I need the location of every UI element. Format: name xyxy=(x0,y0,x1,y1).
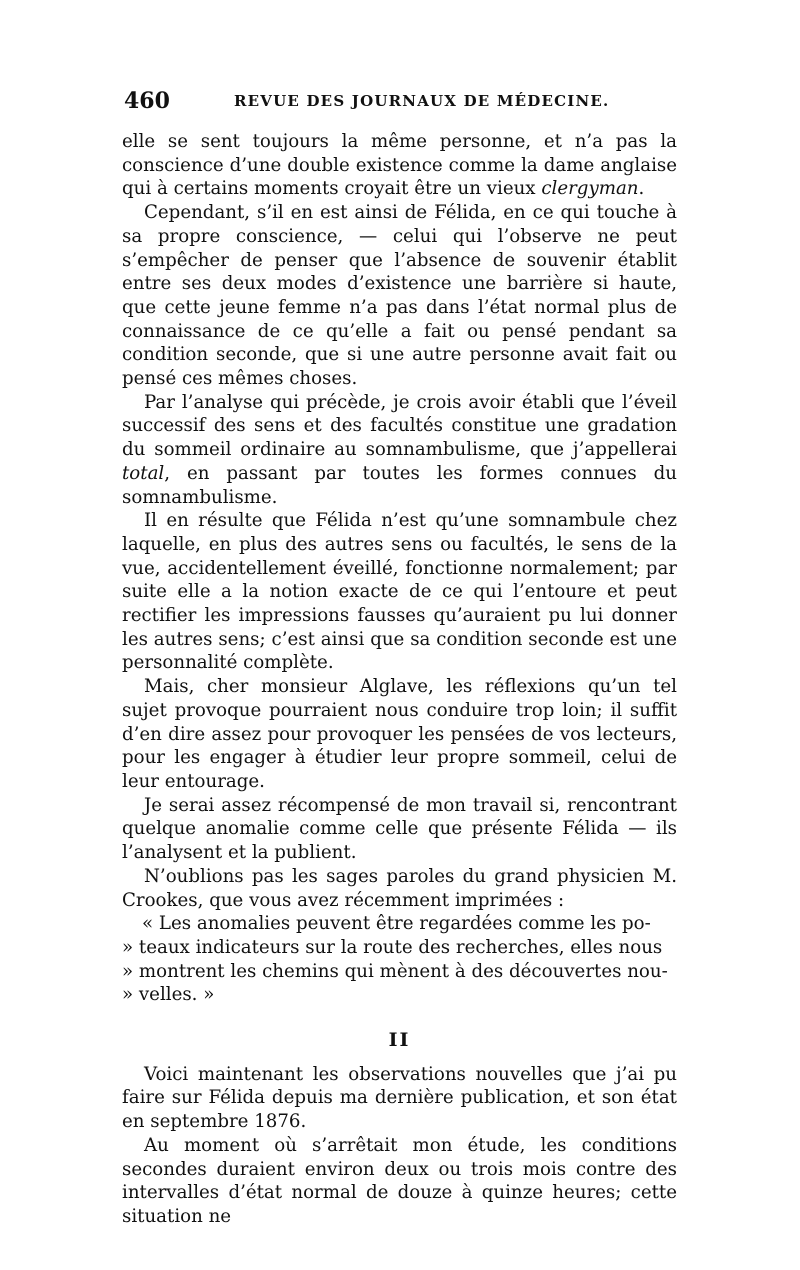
journal-title: REVUE DES JOURNAUX DE MÉDECINE. xyxy=(234,92,610,110)
running-header xyxy=(122,88,677,118)
italic-term-clergyman: clergyman xyxy=(541,178,639,200)
quote-line-1: « Les anomalies peuvent être regardées comme les po- xyxy=(142,913,651,935)
paragraph-9: Au moment où s’arrêtait mon étude, les conditions secondes duraient environ deux ou trois mois contre des intervalles d’état normal de douze à quinze heures; cette situation ne xyxy=(122,1134,677,1227)
paragraph-1-end: . xyxy=(638,178,645,200)
italic-term-total: total xyxy=(122,462,165,484)
paragraph-1-text: elle se sent toujours la même personne, et n’a pas la conscience d’une double existence comme la dame anglaise qui à certains moments croyait être un vieux xyxy=(122,131,677,200)
crookes-quote xyxy=(122,912,677,1007)
paragraph-4: Il en résulte que Félida n’est qu’une somnambule chez laquelle, en plus des autres sens ou facultés, le sens de la vue, accidentellement éveillé, fonctionne normalement; par suite elle a la notion exacte de ce qui l’entoure et peut rectifier les impressions fausses qu’auraient pu lui donner les autres sens; c’est ainsi que sa condition seconde est une personnalité complète. xyxy=(122,510,677,674)
paragraph-2: Cependant, s’il en est ainsi de Félida, en ce qui touche à sa propre conscience, — celui qui l’observe ne peut s’empêcher de penser que l’absence de souvenir établit entre ses deux modes d’existence une barrière si haute, que cette jeune femme n’a pas dans l’état normal plus de connaissance de ce qu’elle a fait ou pensé pendant sa condition seconde, que si une autre personne avait fait ou pensé ces mêmes choses. xyxy=(122,202,677,390)
paragraph-8: Voici maintenant les observations nouvelles que j’ai pu faire sur Félida depuis ma dernière publication, et son état en septembre 1876. xyxy=(122,1063,677,1133)
paragraph-3-text: Par l’analyse qui précède, je crois avoir établi que l’éveil successif des sens et des facultés constitue une gradation du sommeil ordinaire au somnambulisme, que j’appellerai xyxy=(122,391,677,461)
document-page xyxy=(122,88,677,1229)
paragraph-7: N’oublions pas les sages paroles du grand physicien M. Crookes, que vous avez récemment imprimées : xyxy=(122,865,677,911)
paragraph-3-end: , en passant par toutes les formes connues du somnambulisme. xyxy=(122,462,677,508)
paragraph-3 xyxy=(122,391,677,510)
paragraph-6: Je serai assez récompensé de mon travail si, rencontrant quelque anomalie comme celle que présente Félida — ils l’analysent et la publient. xyxy=(122,794,677,864)
paragraph-5: Mais, cher monsieur Alglave, les réflexions qu’un tel sujet provoque pourraient nous conduire trop loin; il suffit d’en dire assez pour provoquer les pensées de vos lecteurs, pour les engager à étudier leur propre sommeil, celui de leur entourage. xyxy=(122,676,677,792)
quote-line-3: » montrent les chemins qui mènent à des découvertes nou- xyxy=(122,960,668,982)
page-number: 460 xyxy=(124,88,170,114)
section-heading: II xyxy=(388,1029,411,1052)
quote-line-2: » teaux indicateurs sur la route des recherches, elles nous xyxy=(122,936,663,958)
paragraph-1 xyxy=(122,130,677,201)
quote-line-4: » velles. » xyxy=(122,984,215,1006)
body-text xyxy=(122,130,677,1229)
